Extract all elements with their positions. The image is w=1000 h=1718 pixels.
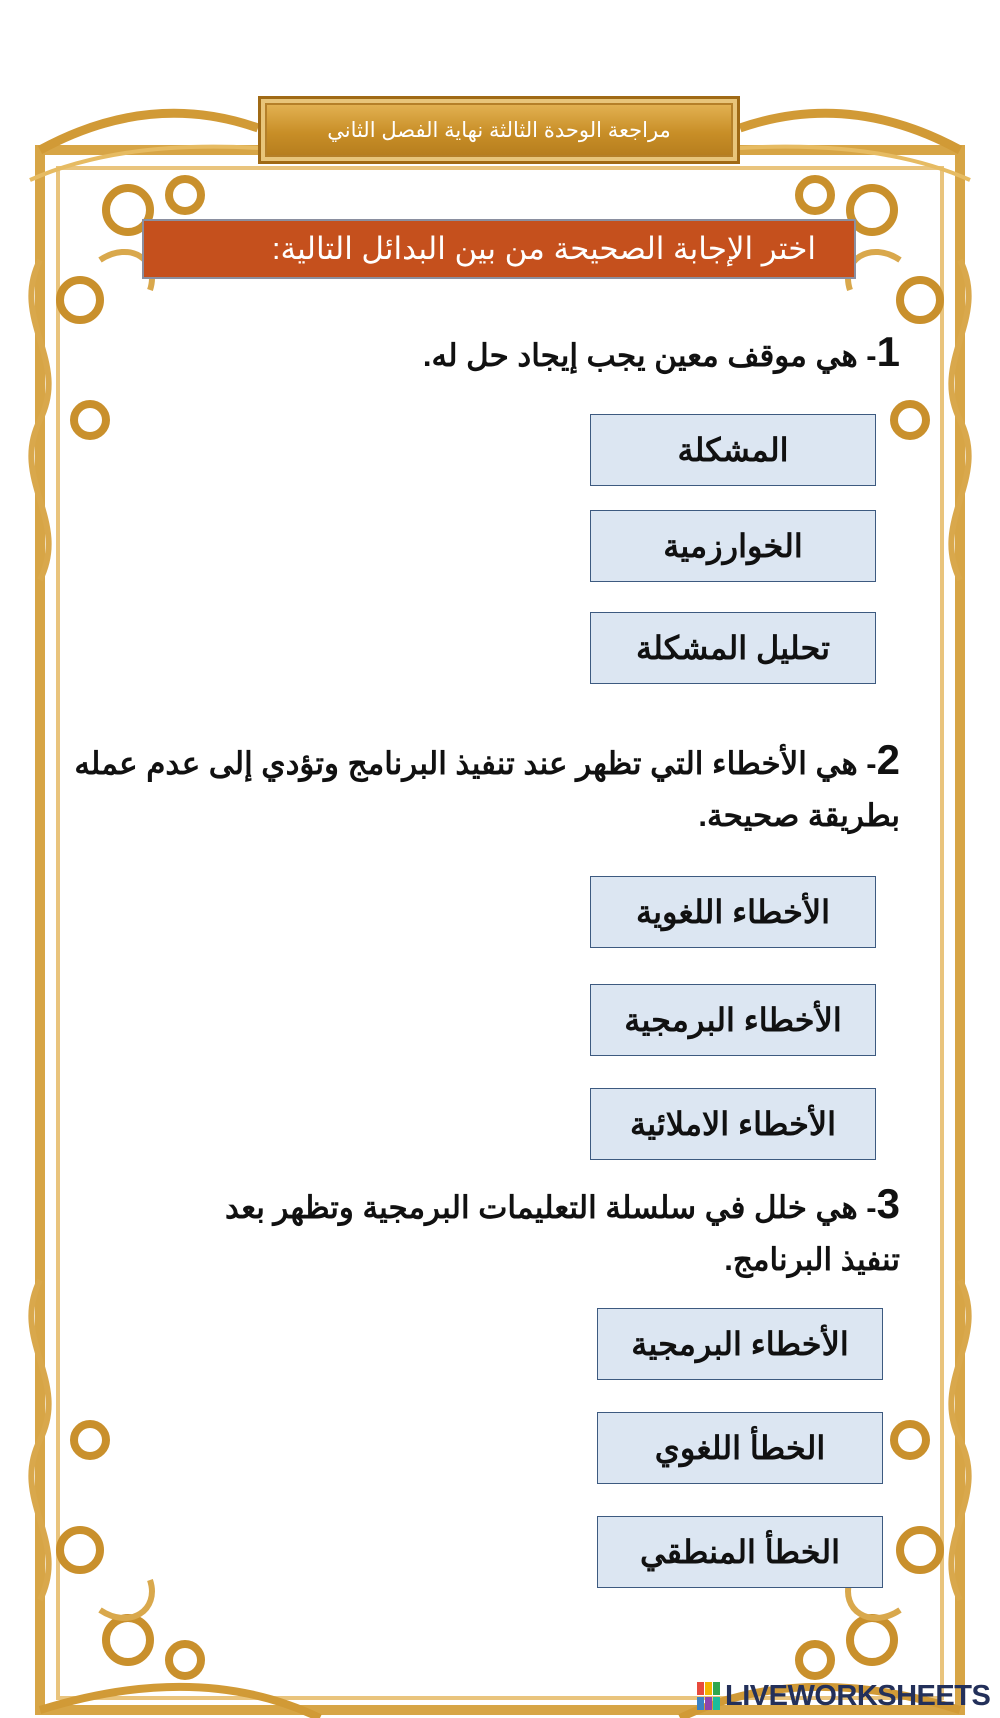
question-1 <box>340 326 900 382</box>
option-label: الخطأ المنطقي <box>639 1534 841 1570</box>
liveworksheets-brand[interactable] <box>697 1678 997 1714</box>
option-1-c[interactable] <box>590 612 876 684</box>
question-2-number: 2 <box>876 736 900 783</box>
option-3-c[interactable] <box>597 1516 883 1588</box>
option-label: الأخطاء البرمجية <box>631 1326 849 1362</box>
option-1-a[interactable] <box>590 414 876 486</box>
option-3-b[interactable] <box>597 1412 883 1484</box>
option-2-b[interactable] <box>590 984 876 1056</box>
question-3-text: - هي خلل في سلسلة التعليمات البرمجية وتظهر بعد تنفيذ البرنامج. <box>224 1190 900 1277</box>
header-title-plaque <box>258 96 740 164</box>
liveworksheets-logo-icon <box>697 1682 721 1710</box>
question-1-text: - هي موقف معين يجب إيجاد حل له. <box>422 338 877 373</box>
option-label: الأخطاء اللغوية <box>635 894 831 930</box>
question-3-number: 3 <box>876 1180 900 1227</box>
option-1-b[interactable] <box>590 510 876 582</box>
question-1-number: 1 <box>876 328 900 375</box>
option-2-c[interactable] <box>590 1088 876 1160</box>
frame-top-left-arc <box>40 113 258 150</box>
question-3 <box>160 1178 900 1286</box>
option-label: الأخطاء الاملائية <box>630 1106 836 1142</box>
option-label: تحليل المشكلة <box>635 630 831 666</box>
header-title: مراجعة الوحدة الثالثة نهاية الفصل الثاني <box>327 118 671 142</box>
option-label: الخوارزمية <box>663 528 803 564</box>
frame-top-right-arc <box>740 113 960 150</box>
instruction-banner <box>142 219 856 279</box>
brand-name: LIVEWORKSHEETS <box>725 1679 991 1712</box>
option-label: المشكلة <box>677 432 789 468</box>
option-2-a[interactable] <box>590 876 876 948</box>
option-label: الخطأ اللغوي <box>654 1430 826 1466</box>
question-2 <box>60 734 900 842</box>
option-label: الأخطاء البرمجية <box>624 1002 842 1038</box>
instruction-text: اختر الإجابة الصحيحة من بين البدائل التالية: <box>271 231 816 266</box>
option-3-a[interactable] <box>597 1308 883 1380</box>
question-2-text: - هي الأخطاء التي تظهر عند تنفيذ البرنامج وتؤدي إلى عدم عمله بطريقة صحيحة. <box>74 746 900 833</box>
